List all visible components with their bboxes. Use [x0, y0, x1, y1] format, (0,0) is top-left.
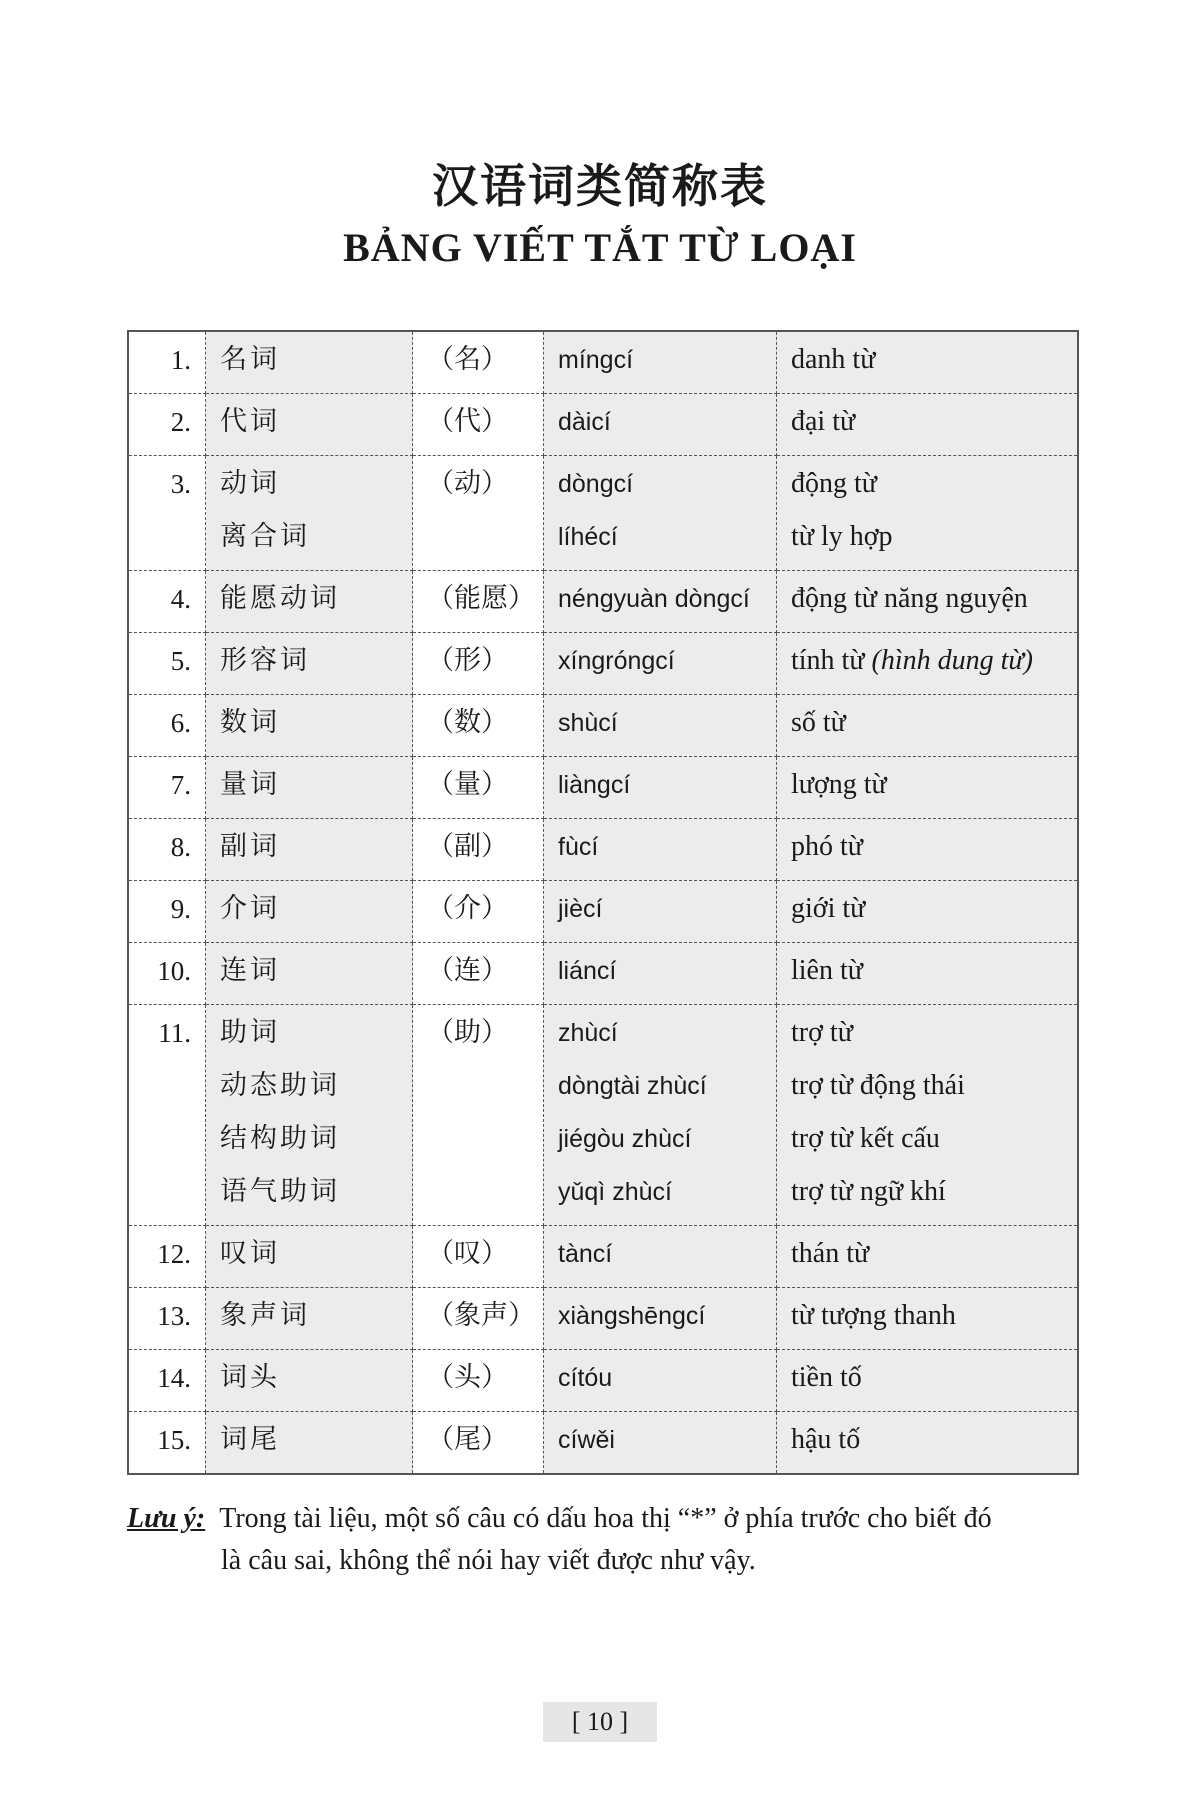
row-number-text: 5. [170, 646, 191, 676]
abbreviation-cell [413, 571, 544, 633]
vietnamese-term [791, 1296, 1077, 1349]
vietnamese-term-text: trợ từ [791, 1017, 853, 1048]
row-number-text: 13. [157, 1301, 191, 1331]
vietnamese-cell [777, 757, 1079, 819]
vietnamese-term-text: lượng từ [791, 769, 887, 800]
abbreviation: （介） [427, 893, 508, 924]
pinyin-cell [544, 331, 777, 394]
pinyin: liáncí [558, 957, 617, 985]
vietnamese-term-italic: (hình dung từ) [871, 645, 1033, 676]
abbreviation: （连） [427, 955, 508, 986]
vietnamese-cell [777, 394, 1079, 456]
abbreviation-cell [413, 1412, 544, 1475]
table-row [128, 695, 1078, 757]
row-number [128, 1005, 206, 1226]
row-number [128, 1412, 206, 1475]
table-row [128, 943, 1078, 1005]
vietnamese-term [791, 1172, 1077, 1225]
chinese-term: 语气助词 [220, 1176, 340, 1207]
vietnamese-term-text: động từ [791, 468, 877, 499]
vietnamese-term-text: tiền tố [791, 1362, 862, 1393]
table-row [128, 394, 1078, 456]
pinyin: néngyuàn dòngcí [558, 585, 750, 613]
pinyin-cell [544, 1350, 777, 1412]
note-line-1: Trong tài liệu, một số câu có dấu hoa thị “*” ở phía trước cho biết đó [219, 1503, 992, 1534]
abbreviation: （代） [427, 406, 508, 437]
pinyin-cell [544, 757, 777, 819]
chinese-term-cell [206, 456, 413, 571]
row-number [128, 1350, 206, 1412]
chinese-term: 代词 [220, 406, 280, 437]
chinese-term-cell [206, 695, 413, 757]
abbreviation-cell [413, 456, 544, 571]
chinese-term-cell [206, 1350, 413, 1412]
vietnamese-cell [777, 1412, 1079, 1475]
abbreviation-cell [413, 1350, 544, 1412]
row-number [128, 757, 206, 819]
pinyin: tàncí [558, 1240, 613, 1268]
page-title-chinese: 汉语词类简称表 [432, 159, 768, 213]
row-number [128, 943, 206, 1005]
pinyin: yǔqì zhùcí [558, 1178, 672, 1206]
pinyin-cell [544, 819, 777, 881]
vietnamese-term [791, 827, 1077, 880]
pinyin: jiégòu zhùcí [558, 1125, 692, 1153]
row-number [128, 1288, 206, 1350]
vietnamese-cell [777, 1226, 1079, 1288]
table-row [128, 819, 1078, 881]
pinyin-cell [544, 456, 777, 571]
vietnamese-term-text: thán từ [791, 1238, 870, 1269]
abbreviation-cell [413, 757, 544, 819]
chinese-term: 副词 [220, 831, 280, 862]
vietnamese-term [791, 1013, 1077, 1066]
table-row [128, 1412, 1078, 1475]
vietnamese-term-text: liên từ [791, 955, 863, 986]
chinese-term-cell [206, 331, 413, 394]
abbreviation: （形） [427, 645, 508, 676]
page-title-vietnamese: BẢNG VIẾT TẮT TỪ LOẠI [343, 225, 857, 270]
chinese-term: 词头 [220, 1362, 280, 1393]
row-number [128, 571, 206, 633]
pinyin: dàicí [558, 408, 611, 436]
chinese-term: 介词 [220, 893, 280, 924]
chinese-term: 叹词 [220, 1238, 280, 1269]
abbreviation-cell [413, 819, 544, 881]
vietnamese-term-text: hậu tố [791, 1424, 861, 1455]
row-number-text: 15. [157, 1425, 191, 1455]
vietnamese-term-text: tính từ [791, 645, 865, 676]
vietnamese-term [791, 1420, 1077, 1473]
row-number-text: 4. [170, 584, 191, 614]
vietnamese-term-text: giới từ [791, 893, 866, 924]
table-row [128, 331, 1078, 394]
chinese-term: 动词 [220, 468, 280, 499]
page-number: [ 10 ] [543, 1702, 657, 1742]
pinyin-cell [544, 633, 777, 695]
row-number-text: 12. [157, 1239, 191, 1269]
chinese-term-cell [206, 819, 413, 881]
pinyin-cell [544, 943, 777, 1005]
table-row [128, 757, 1078, 819]
vietnamese-term [791, 340, 1077, 393]
vietnamese-term-text: động từ năng nguyện [791, 583, 1028, 614]
vietnamese-cell [777, 571, 1079, 633]
abbreviation: （头） [427, 1362, 508, 1393]
abbreviation: （动） [427, 468, 508, 499]
abbreviation: （量） [427, 769, 508, 800]
pinyin-cell [544, 394, 777, 456]
vietnamese-term [791, 889, 1077, 942]
table-row [128, 633, 1078, 695]
word-class-abbreviation-table [127, 330, 1079, 1475]
chinese-term: 连词 [220, 955, 280, 986]
pinyin: líhécí [558, 523, 618, 551]
chinese-term: 助词 [220, 1017, 280, 1048]
pinyin: shùcí [558, 709, 618, 737]
vietnamese-term [791, 1119, 1077, 1172]
chinese-term: 动态助词 [220, 1070, 340, 1101]
row-number-text: 11. [158, 1018, 191, 1048]
note-line-2: là câu sai, không thể nói hay viết được như vậy. [221, 1545, 756, 1576]
vietnamese-term-text: trợ từ ngữ khí [791, 1176, 946, 1207]
pinyin: xiàngshēngcí [558, 1302, 706, 1330]
vietnamese-term [791, 517, 1077, 570]
chinese-term-cell [206, 1226, 413, 1288]
pinyin: cítóu [558, 1364, 613, 1392]
chinese-term-cell [206, 1412, 413, 1475]
row-number-text: 8. [170, 832, 191, 862]
vietnamese-term-text: phó từ [791, 831, 863, 862]
table-row [128, 1350, 1078, 1412]
vietnamese-term [791, 402, 1077, 455]
row-number-text: 14. [157, 1363, 191, 1393]
table-row [128, 881, 1078, 943]
pinyin: dòngtài zhùcí [558, 1072, 707, 1100]
chinese-term: 结构助词 [220, 1123, 340, 1154]
row-number [128, 331, 206, 394]
abbreviation: （副） [427, 831, 508, 862]
vietnamese-cell [777, 1005, 1079, 1226]
chinese-term: 能愿动词 [220, 583, 340, 614]
chinese-term: 名词 [220, 344, 280, 375]
abbreviation-cell [413, 1005, 544, 1226]
abbreviation-cell [413, 943, 544, 1005]
pinyin: míngcí [558, 346, 634, 374]
pinyin: zhùcí [558, 1019, 618, 1047]
chinese-term-cell [206, 571, 413, 633]
row-number-text: 10. [157, 956, 191, 986]
vietnamese-cell [777, 1288, 1079, 1350]
chinese-term-cell [206, 1288, 413, 1350]
vietnamese-cell [777, 633, 1079, 695]
abbreviation: （名） [427, 344, 508, 375]
abbreviation: （叹） [427, 1238, 508, 1269]
row-number-text: 3. [170, 469, 191, 499]
table-row [128, 456, 1078, 571]
abbreviation: （助） [427, 1017, 508, 1048]
chinese-term: 词尾 [220, 1424, 280, 1455]
table-row [128, 1288, 1078, 1350]
vietnamese-cell [777, 331, 1079, 394]
vietnamese-term-text: trợ từ kết cấu [791, 1123, 940, 1154]
row-number [128, 456, 206, 571]
chinese-term-cell [206, 881, 413, 943]
vietnamese-term [791, 765, 1077, 818]
chinese-term-cell [206, 1005, 413, 1226]
abbreviation: （象声） [427, 1300, 535, 1331]
chinese-term: 数词 [220, 707, 280, 738]
row-number [128, 633, 206, 695]
vietnamese-cell [777, 819, 1079, 881]
vietnamese-cell [777, 881, 1079, 943]
chinese-term-cell [206, 394, 413, 456]
vietnamese-cell [777, 456, 1079, 571]
pinyin: liàngcí [558, 771, 631, 799]
vietnamese-cell [777, 1350, 1079, 1412]
pinyin-cell [544, 881, 777, 943]
row-number [128, 695, 206, 757]
pinyin-cell [544, 1226, 777, 1288]
pinyin-cell [544, 1005, 777, 1226]
chinese-term: 离合词 [220, 521, 310, 552]
vietnamese-term [791, 464, 1077, 517]
vietnamese-term [791, 703, 1077, 756]
vietnamese-term-text: từ tượng thanh [791, 1300, 956, 1331]
vietnamese-cell [777, 695, 1079, 757]
table-row [128, 1226, 1078, 1288]
row-number-text: 7. [170, 770, 191, 800]
row-number-text: 1. [170, 345, 191, 375]
chinese-term: 形容词 [220, 645, 310, 676]
vietnamese-term [791, 1358, 1077, 1411]
vietnamese-term [791, 641, 1077, 694]
abbreviation: （能愿） [427, 583, 535, 614]
vietnamese-cell [777, 943, 1079, 1005]
abbreviation-cell [413, 331, 544, 394]
abbreviation-cell [413, 394, 544, 456]
chinese-term: 量词 [220, 769, 280, 800]
abbreviation-cell [413, 1288, 544, 1350]
pinyin: fùcí [558, 833, 599, 861]
vietnamese-term-text: từ ly hợp [791, 521, 893, 552]
pinyin-cell [544, 695, 777, 757]
abbreviation-cell [413, 695, 544, 757]
pinyin: xíngróngcí [558, 647, 675, 675]
vietnamese-term [791, 1066, 1077, 1119]
row-number-text: 9. [170, 894, 191, 924]
chinese-term: 象声词 [220, 1300, 310, 1331]
row-number-text: 6. [170, 708, 191, 738]
chinese-term-cell [206, 633, 413, 695]
row-number [128, 1226, 206, 1288]
note-label: Lưu ý: [127, 1503, 206, 1534]
row-number [128, 881, 206, 943]
vietnamese-term-text: trợ từ động thái [791, 1070, 965, 1101]
pinyin-cell [544, 1288, 777, 1350]
pinyin: jiècí [558, 895, 603, 923]
vietnamese-term-text: danh từ [791, 344, 876, 375]
note-paragraph [127, 1498, 1073, 1582]
abbreviation-cell [413, 881, 544, 943]
pinyin: cíwěi [558, 1426, 615, 1454]
abbreviation: （尾） [427, 1424, 508, 1455]
pinyin-cell [544, 1412, 777, 1475]
table-row [128, 1005, 1078, 1226]
pinyin: dòngcí [558, 470, 634, 498]
vietnamese-term [791, 1234, 1077, 1287]
vietnamese-term [791, 579, 1077, 632]
row-number [128, 819, 206, 881]
table-row [128, 571, 1078, 633]
pinyin-cell [544, 571, 777, 633]
row-number [128, 394, 206, 456]
vietnamese-term-text: đại từ [791, 406, 856, 437]
abbreviation: （数） [427, 707, 508, 738]
vietnamese-term [791, 951, 1077, 1004]
chinese-term-cell [206, 757, 413, 819]
vietnamese-term-text: số từ [791, 707, 846, 738]
abbreviation-cell [413, 1226, 544, 1288]
abbreviation-cell [413, 633, 544, 695]
chinese-term-cell [206, 943, 413, 1005]
row-number-text: 2. [170, 407, 191, 437]
